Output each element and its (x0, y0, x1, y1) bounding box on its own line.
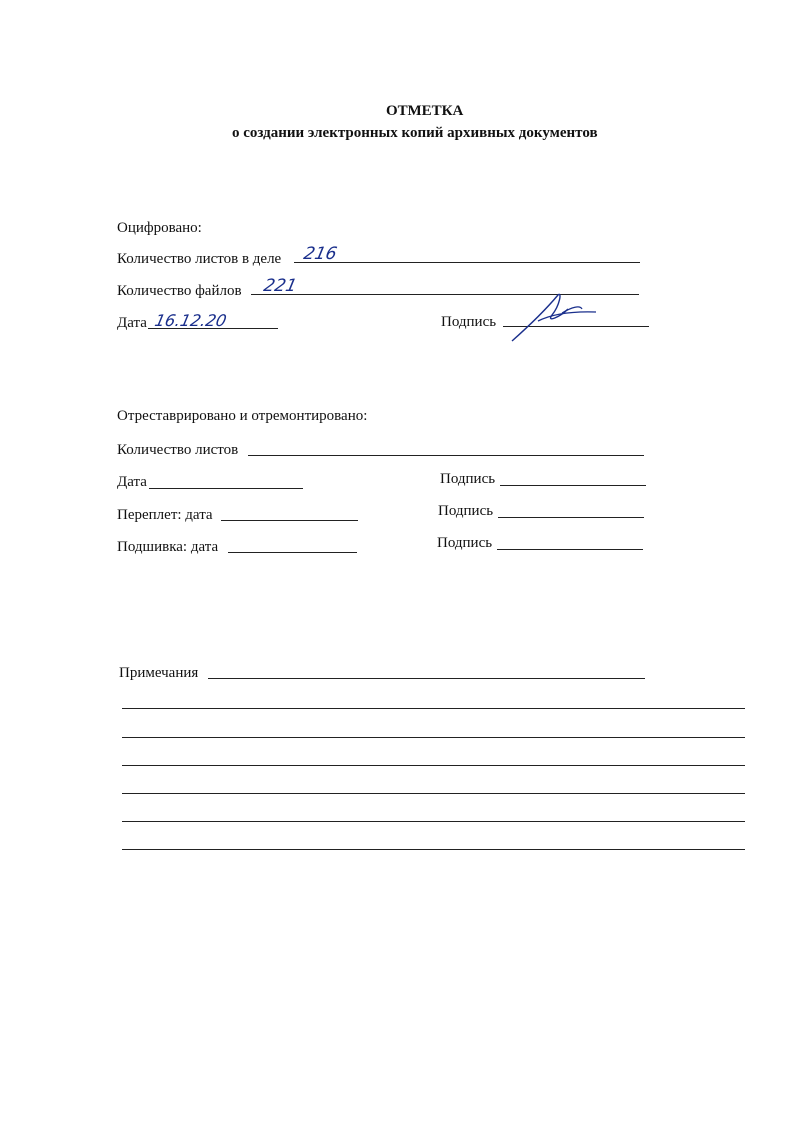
digitized-heading: Оцифровано: (117, 220, 202, 236)
restored-date-label: Дата (117, 474, 147, 490)
binding-signature-label: Подпись (438, 503, 494, 519)
restored-heading: Отреставрировано и отремонтировано: (117, 408, 368, 424)
notes-line-7[interactable] (122, 849, 745, 850)
notes-line-5[interactable] (122, 793, 745, 794)
restored-date-field[interactable] (149, 488, 303, 489)
sheets-count-value: 216 (301, 244, 339, 264)
files-count-value: 221 (261, 276, 299, 296)
digitized-signature-label: Подпись (441, 314, 497, 330)
notes-line-6[interactable] (122, 821, 745, 822)
binding-date-field[interactable] (221, 520, 358, 521)
digitized-date-value: 16.12.20 (152, 311, 229, 330)
restored-sheets-label: Количество листов (117, 442, 239, 458)
sewing-signature-field[interactable] (497, 549, 643, 550)
sewing-date-field[interactable] (228, 552, 357, 553)
binding-signature-field[interactable] (498, 517, 644, 518)
document-title: ОТМЕТКА (386, 103, 464, 119)
notes-line-4[interactable] (122, 765, 745, 766)
restored-sheets-field[interactable] (248, 455, 644, 456)
restored-signature-field[interactable] (500, 485, 646, 486)
notes-line-2[interactable] (122, 708, 745, 709)
sheets-count-field[interactable] (294, 262, 640, 263)
binding-date-label: Переплет: дата (117, 507, 213, 523)
notes-label: Примечания (119, 665, 199, 681)
sewing-signature-label: Подпись (437, 535, 493, 551)
sewing-date-label: Подшивка: дата (117, 539, 219, 555)
digitized-date-label: Дата (117, 315, 147, 331)
restored-signature-label: Подпись (440, 471, 496, 487)
sheets-count-label: Количество листов в деле (117, 251, 282, 267)
handwritten-signature (500, 285, 620, 345)
notes-line-3[interactable] (122, 737, 745, 738)
files-count-label: Количество файлов (117, 283, 242, 299)
notes-line-1[interactable] (208, 678, 645, 679)
document-subtitle: о создании электронных копий архивных документов (232, 125, 598, 141)
